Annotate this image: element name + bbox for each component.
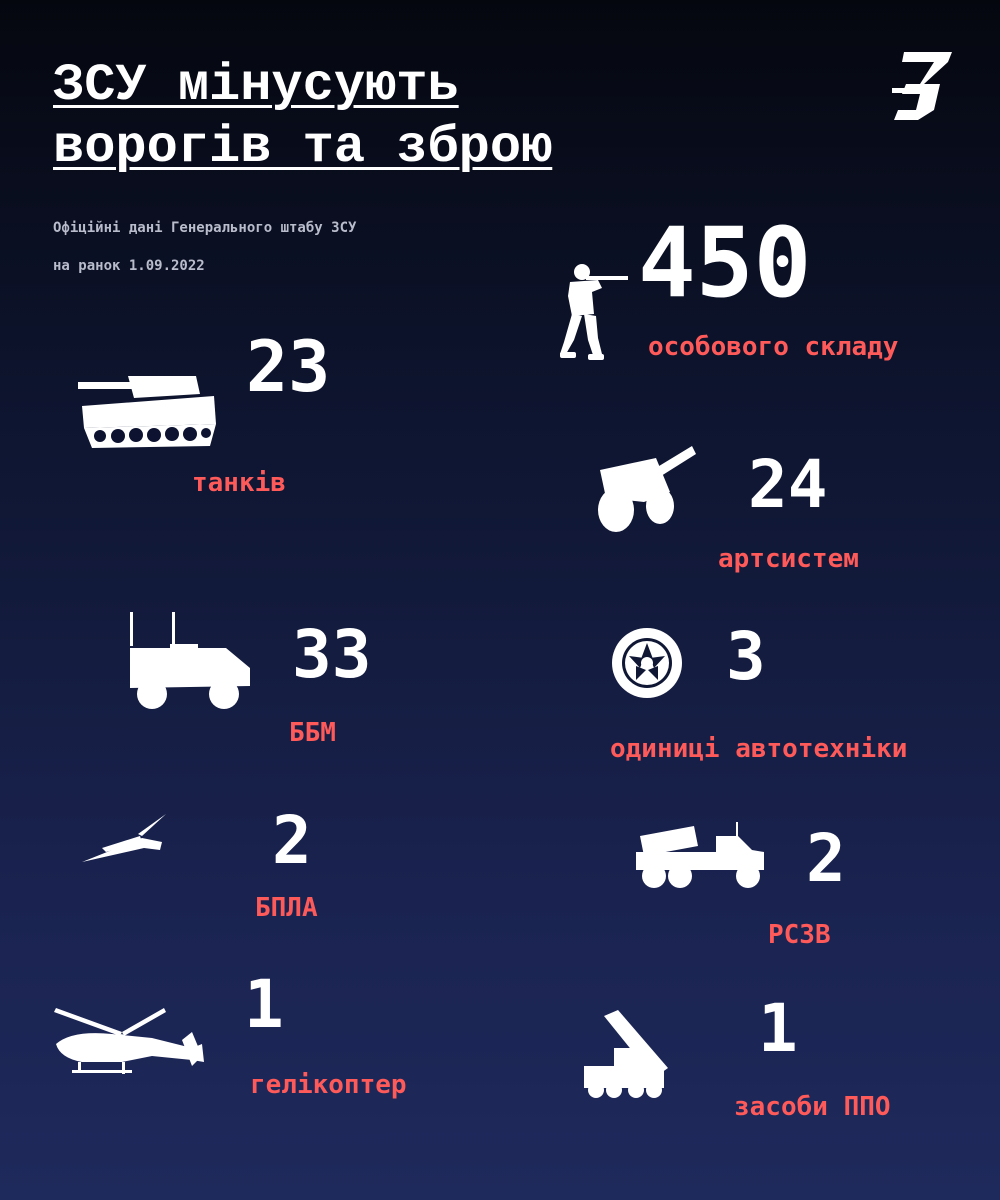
mlrs-icon [636,822,770,890]
page-title [53,55,552,179]
artillery-count: 24 [748,446,828,523]
wheel-icon [610,626,684,700]
air-defense-icon [584,1008,674,1100]
uav-label: БПЛА [255,893,318,923]
personnel-count: 450 [638,207,812,319]
air-defense-label: засоби ППО [734,1092,891,1122]
howitzer-icon [596,440,696,536]
helicopter-icon [52,1004,206,1078]
report-date: на ранок 1.09.2022 [53,258,205,274]
drone-icon [82,812,168,866]
zsu-logo-icon [890,48,954,124]
title-line-2: ворогів та зброю [53,118,553,177]
armored-vehicle-icon [126,612,252,712]
apv-label: ББМ [289,718,336,748]
helicopters-label: гелікоптер [250,1070,407,1100]
helicopters-count: 1 [244,966,284,1043]
uav-count: 2 [272,802,312,879]
vehicles-label: одиниці автотехніки [610,734,908,764]
tank-icon [78,372,218,450]
mlrs-label: РСЗВ [768,920,831,950]
tanks-label: танків [192,468,286,498]
artillery-label: артсистем [718,544,859,574]
soldier-icon [558,262,630,362]
tanks-count: 23 [246,326,331,408]
mlrs-count: 2 [806,820,846,897]
apv-count: 33 [292,616,372,693]
source-note: Офіційні дані Генерального штабу ЗСУ [53,220,357,236]
personnel-label: особового складу [648,332,899,362]
title-line-1: ЗСУ мінусують [53,56,459,115]
air-defense-count: 1 [758,990,798,1067]
vehicles-count: 3 [726,618,766,695]
